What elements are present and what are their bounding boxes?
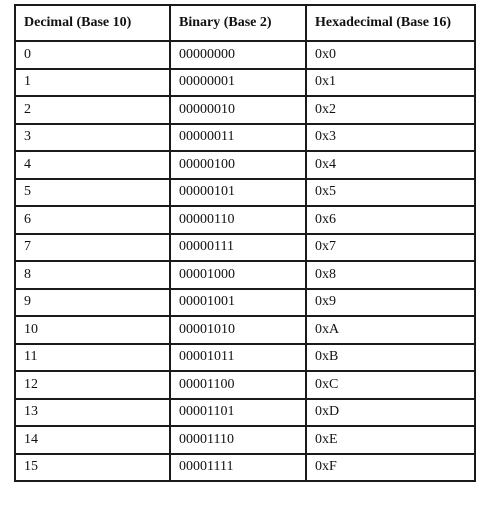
table-row bbox=[15, 371, 475, 399]
decimal-cell: 0 bbox=[15, 41, 170, 69]
binary-cell: 00001011 bbox=[170, 344, 306, 372]
binary-cell: 00000101 bbox=[170, 179, 306, 207]
table-row bbox=[15, 234, 475, 262]
table-row bbox=[15, 69, 475, 97]
table-row bbox=[15, 344, 475, 372]
hex-cell: 0x7 bbox=[306, 234, 475, 262]
binary-cell: 00000110 bbox=[170, 206, 306, 234]
binary-cell: 00000100 bbox=[170, 151, 306, 179]
hex-cell: 0x4 bbox=[306, 151, 475, 179]
decimal-cell: 9 bbox=[15, 289, 170, 317]
table-row bbox=[15, 399, 475, 427]
binary-cell: 00001001 bbox=[170, 289, 306, 317]
hex-cell: 0x0 bbox=[306, 41, 475, 69]
table-row bbox=[15, 124, 475, 152]
hex-cell: 0x5 bbox=[306, 179, 475, 207]
decimal-cell: 14 bbox=[15, 426, 170, 454]
binary-cell: 00001111 bbox=[170, 454, 306, 482]
table-row bbox=[15, 289, 475, 317]
hex-cell: 0x3 bbox=[306, 124, 475, 152]
table-row bbox=[15, 96, 475, 124]
binary-cell: 00001101 bbox=[170, 399, 306, 427]
hex-cell: 0xA bbox=[306, 316, 475, 344]
binary-cell: 00000011 bbox=[170, 124, 306, 152]
hex-cell: 0x1 bbox=[306, 69, 475, 97]
decimal-cell: 2 bbox=[15, 96, 170, 124]
decimal-cell: 13 bbox=[15, 399, 170, 427]
hex-cell: 0xE bbox=[306, 426, 475, 454]
decimal-cell: 5 bbox=[15, 179, 170, 207]
table-row bbox=[15, 454, 475, 482]
table-row bbox=[15, 41, 475, 69]
decimal-cell: 1 bbox=[15, 69, 170, 97]
header-row bbox=[15, 5, 475, 41]
decimal-cell: 8 bbox=[15, 261, 170, 289]
binary-cell: 00001010 bbox=[170, 316, 306, 344]
binary-cell: 00000010 bbox=[170, 96, 306, 124]
table-header bbox=[15, 5, 475, 41]
hex-cell: 0x9 bbox=[306, 289, 475, 317]
hex-cell: 0x2 bbox=[306, 96, 475, 124]
decimal-cell: 3 bbox=[15, 124, 170, 152]
decimal-cell: 12 bbox=[15, 371, 170, 399]
hex-cell: 0x6 bbox=[306, 206, 475, 234]
hex-cell: 0xD bbox=[306, 399, 475, 427]
header-decimal: Decimal (Base 10) bbox=[15, 5, 170, 41]
table-body bbox=[15, 41, 475, 481]
decimal-cell: 10 bbox=[15, 316, 170, 344]
decimal-cell: 6 bbox=[15, 206, 170, 234]
table-row bbox=[15, 179, 475, 207]
decimal-cell: 4 bbox=[15, 151, 170, 179]
binary-cell: 00001000 bbox=[170, 261, 306, 289]
binary-cell: 00001100 bbox=[170, 371, 306, 399]
binary-cell: 00000111 bbox=[170, 234, 306, 262]
binary-cell: 00000000 bbox=[170, 41, 306, 69]
table-row bbox=[15, 151, 475, 179]
decimal-cell: 11 bbox=[15, 344, 170, 372]
header-binary: Binary (Base 2) bbox=[170, 5, 306, 41]
hex-cell: 0x8 bbox=[306, 261, 475, 289]
table-row bbox=[15, 426, 475, 454]
decimal-cell: 15 bbox=[15, 454, 170, 482]
decimal-cell: 7 bbox=[15, 234, 170, 262]
header-hexadecimal: Hexadecimal (Base 16) bbox=[306, 5, 475, 41]
table-row bbox=[15, 261, 475, 289]
hex-cell: 0xF bbox=[306, 454, 475, 482]
hex-cell: 0xC bbox=[306, 371, 475, 399]
binary-cell: 00001110 bbox=[170, 426, 306, 454]
number-conversion-table bbox=[14, 4, 476, 482]
hex-cell: 0xB bbox=[306, 344, 475, 372]
table-row bbox=[15, 316, 475, 344]
binary-cell: 00000001 bbox=[170, 69, 306, 97]
table-row bbox=[15, 206, 475, 234]
